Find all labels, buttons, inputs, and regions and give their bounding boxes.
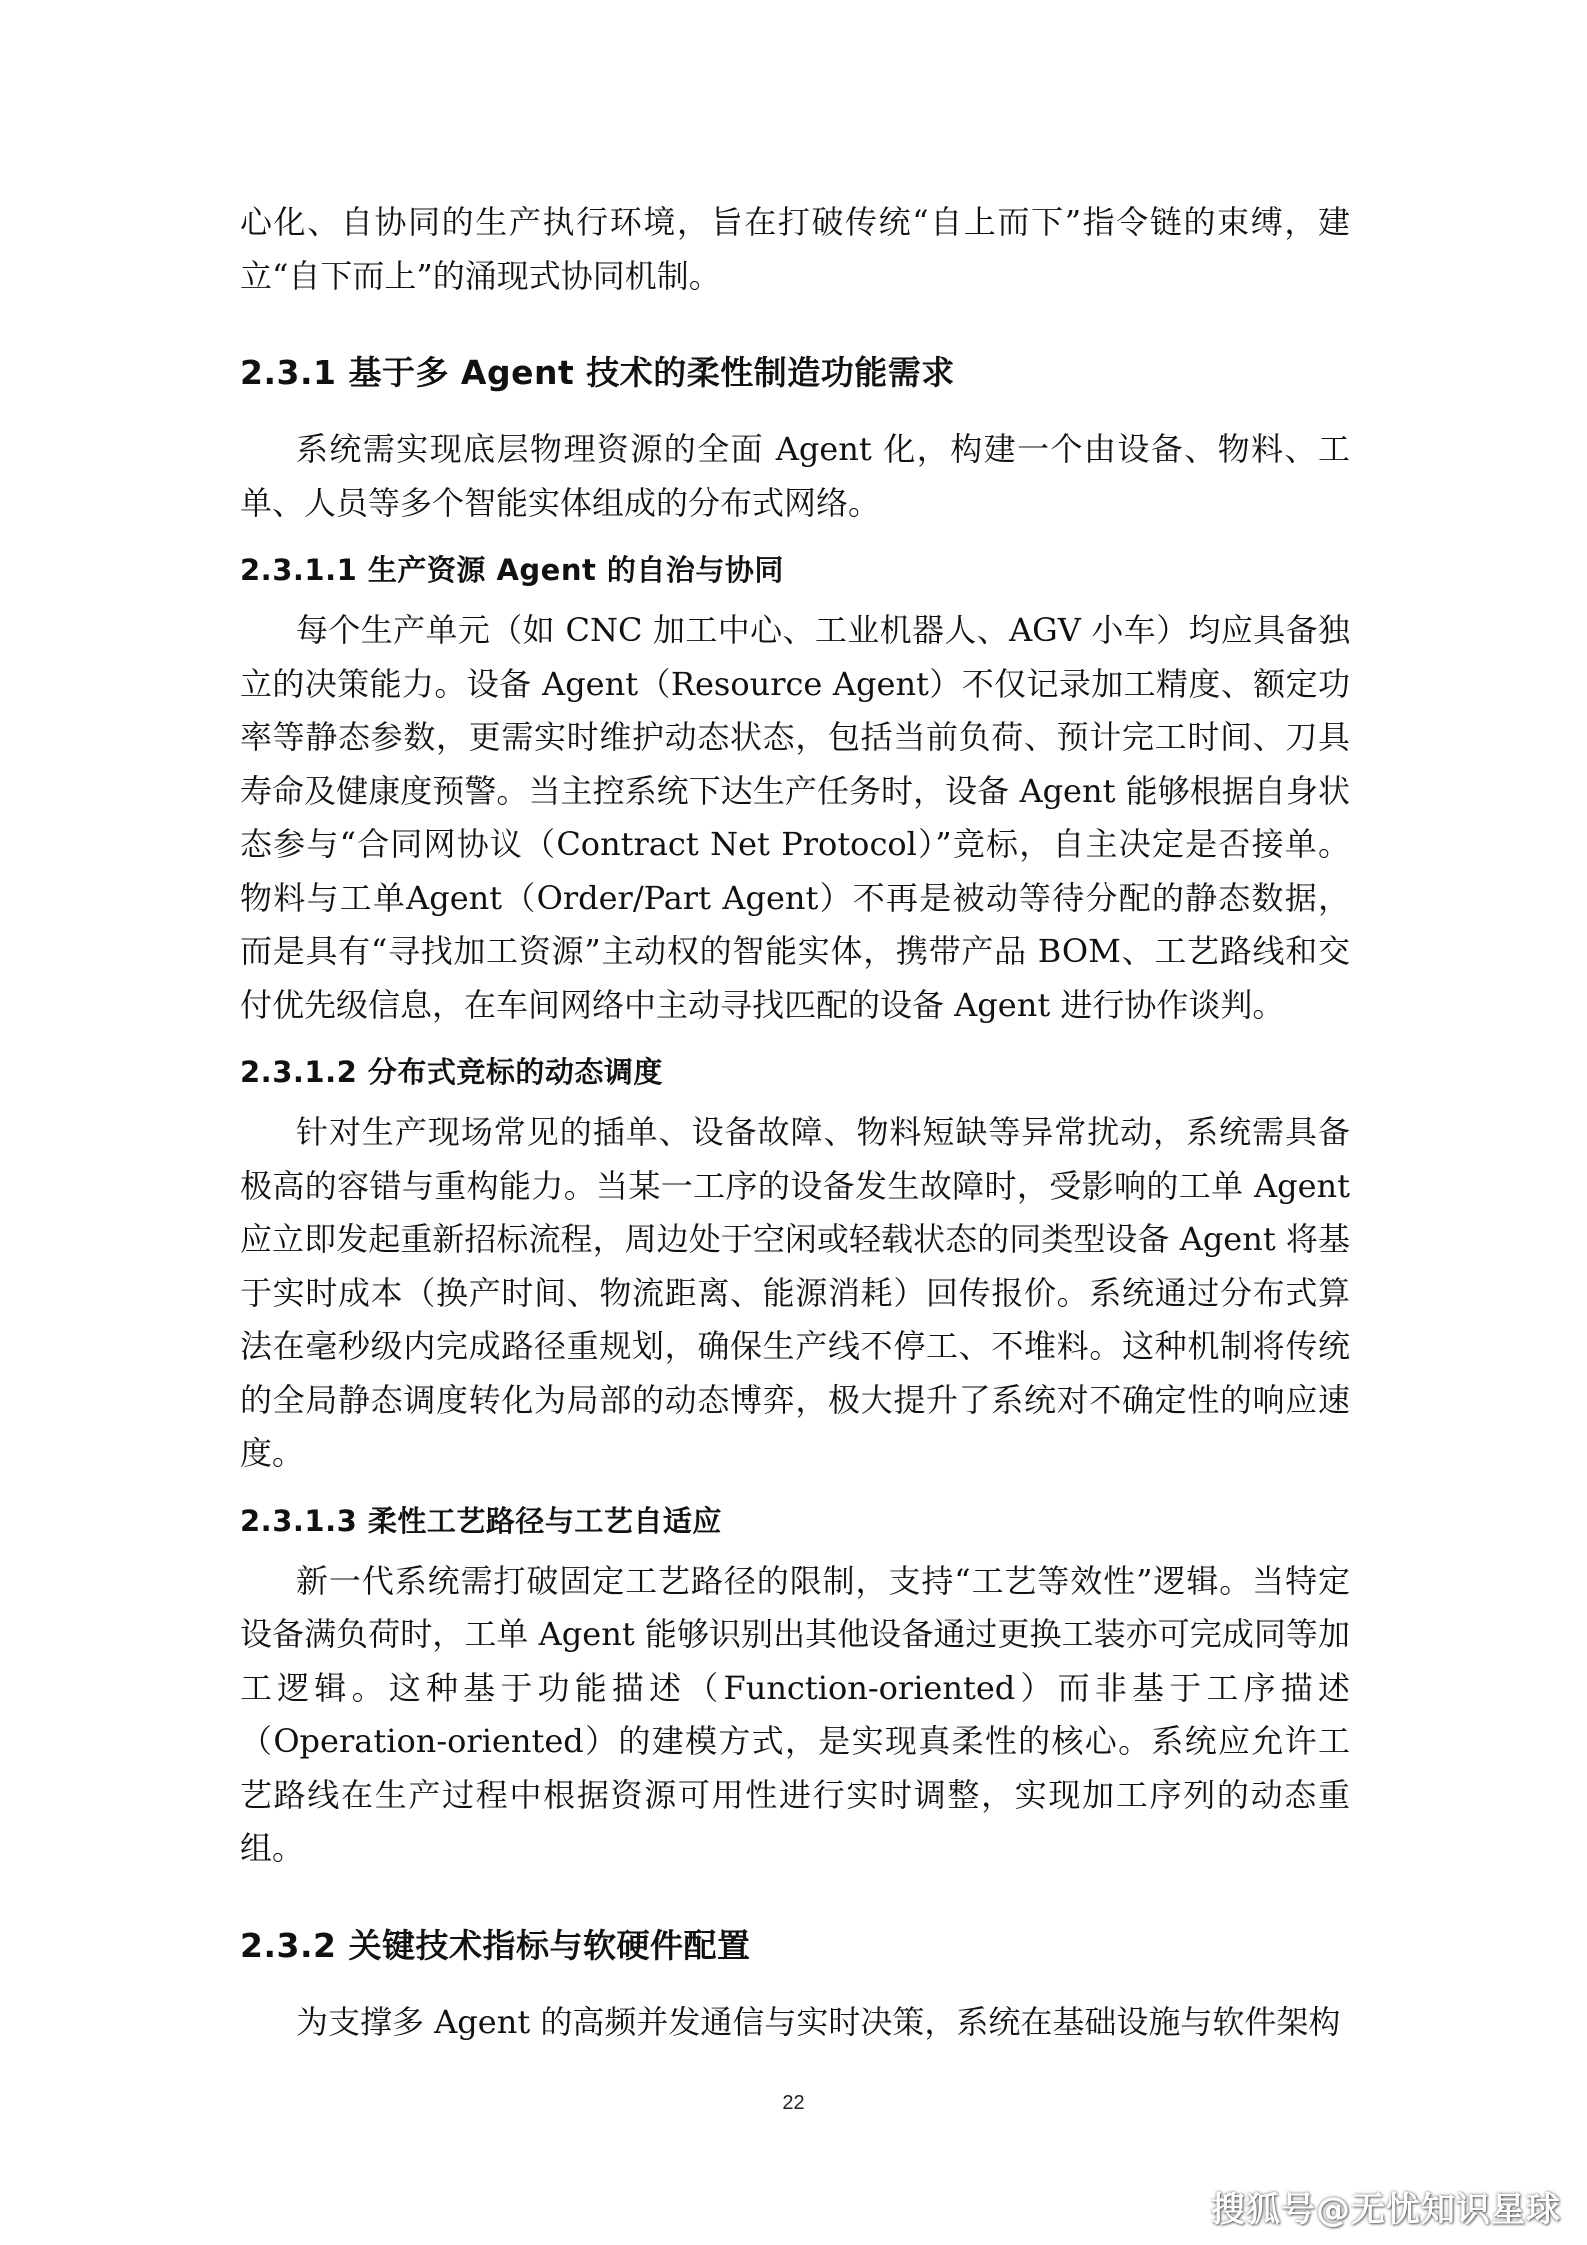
- page-number: 22: [782, 2092, 805, 2114]
- section-heading-2-3-2: 2.3.2 关键技术指标与软硬件配置: [240, 1925, 751, 1965]
- paragraph-flexible-process: 新一代系统需打破固定工艺路径的限制，支持“工艺等效性”逻辑。当特定设备满负荷时，工单 Agent 能够识别出其他设备通过更换工装亦可完成同等加工逻辑。这种基于功能描述（Function-oriented）而非基于工序描述（Operation-oriented）的建模方式，是实现真柔性的核心。系统应允许工艺路线在生产过程中根据资源可用性进行实时调整，实现加工序列的动态重组。: [240, 1561, 1350, 1867]
- watermark-text: 搜狐号@无忧知识星球: [1211, 2190, 1561, 2230]
- paragraph-dynamic-scheduling: 针对生产现场常见的插单、设备故障、物料短缺等异常扰动，系统需具备极高的容错与重构能力。当某一工序的设备发生故障时，受影响的工单 Agent 应立即发起重新招标流程，周边处于空闲或轻载状态的同类型设备 Agent 将基于实时成本（换产时间、物流距离、能源消耗）回传报价。系统通过分布式算法在毫秒级内完成路径重规划，确保生产线不停工、不堆料。这种机制将传统的全局静态调度转化为局部的动态博弈，极大提升了系统对不确定性的响应速度。: [240, 1113, 1361, 1472]
- paragraph-infrastructure: 为支撑多 Agent 的高频并发通信与实时决策，系统在基础设施与软件架构: [296, 2002, 1341, 2041]
- subsection-heading-2-3-1-2: 2.3.1.2 分布式竞标的动态调度: [240, 1055, 663, 1089]
- document-body: [240, 196, 1361, 2049]
- paragraph-agent-network: 系统需实现底层物理资源的全面 Agent 化，构建一个由设备、物料、工单、人员等多个智能实体组成的分布式网络。: [240, 430, 1350, 522]
- subsection-heading-2-3-1-3: 2.3.1.3 柔性工艺路径与工艺自适应: [240, 1503, 722, 1538]
- paragraph-intro-continued: 心化、自协同的生产执行环境，旨在打破传统“自上而下”指令链的束缚，建立“自下而上”的涌现式协同机制。: [240, 203, 1350, 295]
- subsection-heading-2-3-1-1: 2.3.1.1 生产资源 Agent 的自治与协同: [240, 553, 784, 587]
- section-heading-2-3-1: 2.3.1 基于多 Agent 技术的柔性制造功能需求: [240, 353, 955, 392]
- paragraph-resource-agent: 每个生产单元（如 CNC 加工中心、工业机器人、AGV 小车）均应具备独立的决策能力。设备 Agent（Resource Agent）不仅记录加工精度、额定功率等静态参数，更需实时维护动态状态，包括当前负荷、预计完工时间、刀具寿命及健康度预警。当主控系统下达生产任务时，设备 Agent 能够根据自身状态参与“合同网协议（Contract Net Protocol）”竞标，自主决定是否接单。物料与工单Agent（Order/Part Agent）不再是被动等待分配的静态数据，而是具有“寻找加工资源”主动权的智能实体，携带产品 BOM、工艺路线和交付优先级信息，在车间网络中主动寻找匹配的设备 Agent 进行协作谈判。: [240, 611, 1350, 1024]
